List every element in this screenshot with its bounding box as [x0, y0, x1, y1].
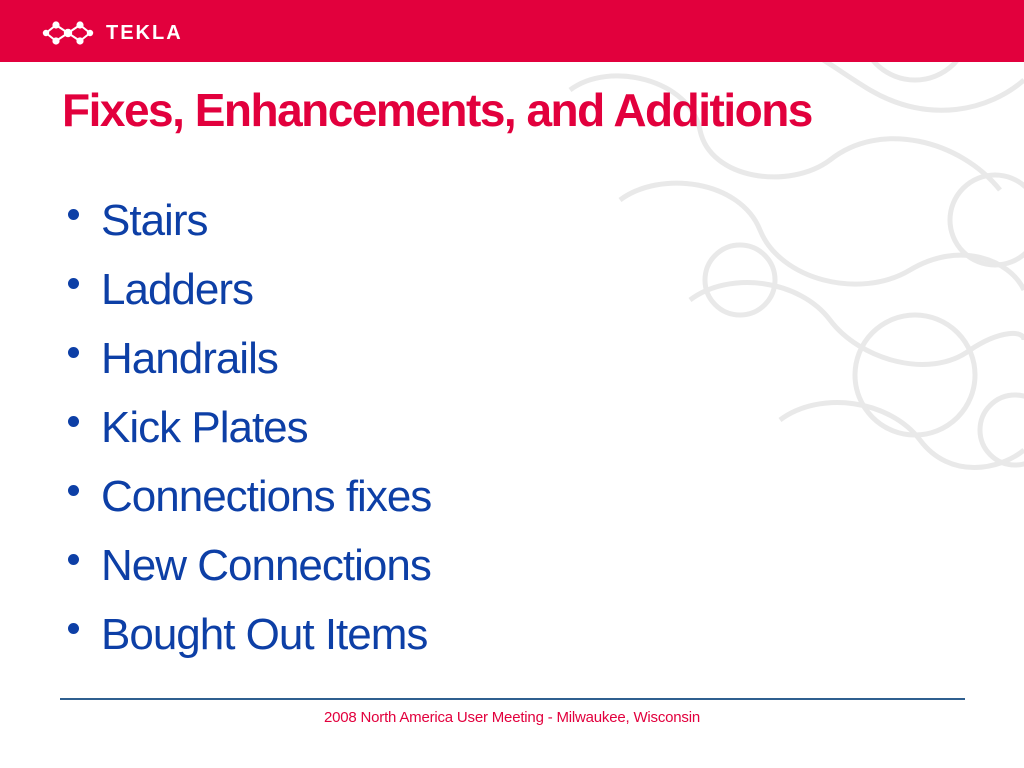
bullet-dot-icon: [68, 554, 79, 565]
footer-divider: [60, 698, 965, 700]
bullet-item-stairs: [58, 186, 431, 255]
bullet-text: Kick Plates: [101, 402, 308, 452]
bullet-text: Bought Out Items: [101, 609, 428, 659]
header-bar: [0, 0, 1024, 62]
tekla-logo-icon: [40, 19, 96, 47]
bullet-text: Handrails: [101, 333, 278, 383]
bullet-item-handrails: [58, 324, 431, 393]
bullet-text: New Connections: [101, 540, 431, 590]
bullet-item-connections-fixes: [58, 462, 431, 531]
bullet-text: Ladders: [101, 264, 254, 314]
bullet-text: Connections fixes: [101, 471, 432, 521]
bullet-item-kick-plates: [58, 393, 431, 462]
bullet-text: Stairs: [101, 195, 208, 245]
tekla-logo: [40, 19, 183, 47]
bullet-item-ladders: [58, 255, 431, 324]
bullet-list: [58, 186, 431, 669]
slide-title: Fixes, Enhancements, and Additions: [62, 84, 812, 136]
bullet-dot-icon: [68, 347, 79, 358]
bullet-item-bought-out-items: [58, 600, 431, 669]
logo-text: TEKLA: [106, 22, 183, 44]
bullet-dot-icon: [68, 278, 79, 289]
bullet-item-new-connections: [58, 531, 431, 600]
bullet-dot-icon: [68, 416, 79, 427]
footer-text: 2008 North America User Meeting - Milwaukee, Wisconsin: [323, 709, 700, 726]
bullet-dot-icon: [68, 209, 79, 220]
bullet-dot-icon: [68, 485, 79, 496]
bullet-dot-icon: [68, 623, 79, 634]
